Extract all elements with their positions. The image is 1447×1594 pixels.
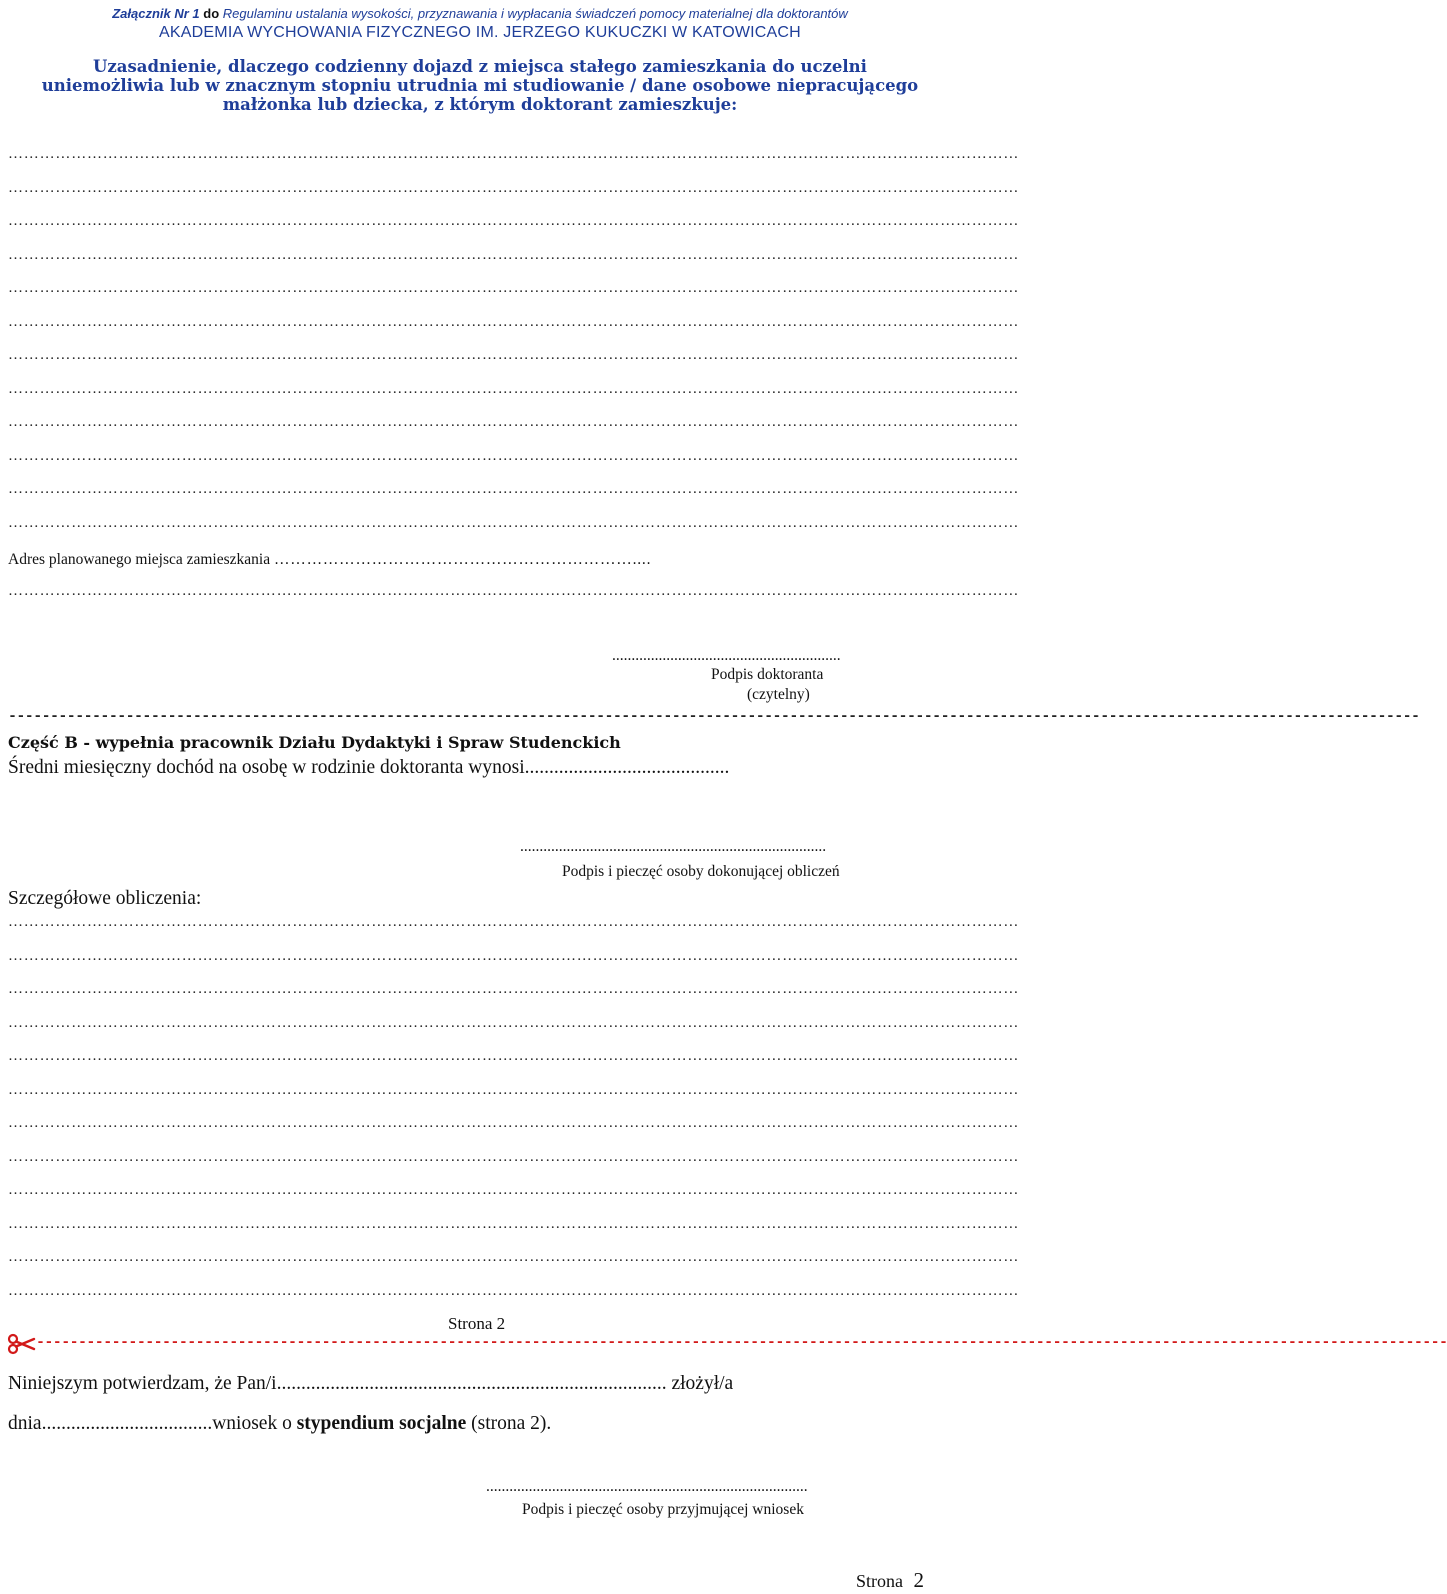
annex-label: Załącznik Nr 1 [112,6,200,21]
application-text: wniosek o [212,1413,297,1434]
receiver-signature-line[interactable]: ................................................................................... [486,1478,808,1495]
calculations-line[interactable]: ………………………………………………………………………………………………………………………………………………………………………… [8,1082,1020,1098]
calculations-line[interactable]: ………………………………………………………………………………………………………………………………………………………………………… [8,1283,1020,1299]
applicant-name-field[interactable]: ................................................................................ [276,1373,667,1394]
calculations-line[interactable]: ………………………………………………………………………………………………………………………………………………………………………… [8,1015,1020,1031]
justification-line[interactable]: ………………………………………………………………………………………………………………………………………………………………………… [8,146,1020,162]
calculations-line[interactable]: ………………………………………………………………………………………………………………………………………………………………………… [8,1048,1020,1064]
part-b-heading: Część B - wypełnia pracownik Działu Dydaktyki i Spraw Studenckich [8,733,621,752]
section-separator: ------------------------------------------------------------------------------------------------------------------------------------------------------------------------ [8,708,1420,725]
calculations-label: Szczegółowe obliczenia: [8,888,202,909]
justification-title: Uzasadnienie, dlaczego codzienny dojazd z miejsca stałego zamieszkania do uczelni uniemożliwia lub w znacznym stopniu utrudnia mi studiowanie / dane osobowe niepracującego małżonka lub dziecka, z którym doktorant zamieszkuje: [41,57,919,114]
justification-line[interactable]: ………………………………………………………………………………………………………………………………………………………………………… [8,213,1020,229]
calculations-line[interactable]: ………………………………………………………………………………………………………………………………………………………………………… [8,981,1020,997]
calc-signature-line[interactable]: ............................................................................... [520,838,827,855]
calculations-line[interactable]: ………………………………………………………………………………………………………………………………………………………………………… [8,1182,1020,1198]
calculations-line[interactable]: ………………………………………………………………………………………………………………………………………………………………………… [8,1249,1020,1265]
address-field[interactable]: ………………………………………………………….... [273,551,652,568]
student-signature-label: Podpis doktoranta [711,666,824,683]
calculations-line[interactable]: ………………………………………………………………………………………………………………………………………………………………………… [8,1149,1020,1165]
address-row [8,551,651,569]
scissors-icon [6,1333,36,1355]
calculations-line[interactable]: ………………………………………………………………………………………………………………………………………………………………………… [8,1216,1020,1232]
page-footer [856,1568,924,1593]
confirmation-intro: Niniejszym potwierdzam, że Pan/i [8,1373,277,1394]
justification-line[interactable]: ………………………………………………………………………………………………………………………………………………………………………… [8,381,1020,397]
justification-line[interactable]: ………………………………………………………………………………………………………………………………………………………………………… [8,448,1020,464]
address-line[interactable]: ………………………………………………………………………………………………………………………………………………………………………… [8,583,1020,599]
cut-line: ------------------------------------------------------------------------------------------------------------------------------------------------------------------------ [36,1334,1447,1351]
student-signature-line[interactable]: ........................................................... [612,647,841,664]
confirmation-line-1 [8,1373,733,1395]
receiver-signature-label: Podpis i pieczęć osoby przyjmującej wniosek [522,1501,804,1518]
income-text[interactable]: Średni miesięczny dochód na osobę w rodzinie doktoranta wynosi.......................................... [8,757,730,778]
calculations-line[interactable]: ………………………………………………………………………………………………………………………………………………………………………… [8,1115,1020,1131]
justification-line[interactable]: ………………………………………………………………………………………………………………………………………………………………………… [8,314,1020,330]
justification-line[interactable]: ………………………………………………………………………………………………………………………………………………………………………… [8,347,1020,363]
address-label: Adres planowanego miejsca zamieszkania [8,551,271,568]
confirmation-submitted: złożył/a [666,1373,734,1394]
date-label: dnia [8,1413,42,1434]
institution-name: AKADEMIA WYCHOWANIA FIZYCZNEGO IM. JERZEGO KUKUCZKI W KATOWICACH [159,24,801,41]
student-signature-note: (czytelny) [747,686,810,703]
page-number-mid: Strona 2 [448,1314,506,1333]
justification-line[interactable]: ………………………………………………………………………………………………………………………………………………………………………… [8,515,1020,531]
justification-line[interactable]: ………………………………………………………………………………………………………………………………………………………………………… [8,247,1020,263]
calc-signature-label: Podpis i pieczęć osoby dokonującej obliczeń [562,863,840,880]
confirmation-line-2 [8,1413,551,1435]
annex-header [0,6,960,21]
application-type: stypendium socjalne [296,1413,467,1434]
justification-line[interactable]: ………………………………………………………………………………………………………………………………………………………………………… [8,180,1020,196]
justification-line[interactable]: ………………………………………………………………………………………………………………………………………………………………………… [8,414,1020,430]
footer-page-number: 2 [913,1568,924,1592]
justification-line[interactable]: ………………………………………………………………………………………………………………………………………………………………………… [8,481,1020,497]
footer-label: Strona [856,1571,903,1591]
calculations-line[interactable]: ………………………………………………………………………………………………………………………………………………………………………… [8,948,1020,964]
date-field[interactable]: ................................... [41,1413,213,1434]
calculations-line[interactable]: ………………………………………………………………………………………………………………………………………………………………………… [8,914,1020,930]
application-page: (strona 2). [466,1413,552,1434]
annex-regulation: Regulaminu ustalania wysokości, przyznawania i wypłacania świadczeń pomocy materialnej dla doktorantów [222,6,848,21]
income-line [8,757,729,779]
annex-connector: do [199,6,223,21]
justification-line[interactable]: ………………………………………………………………………………………………………………………………………………………………………… [8,280,1020,296]
